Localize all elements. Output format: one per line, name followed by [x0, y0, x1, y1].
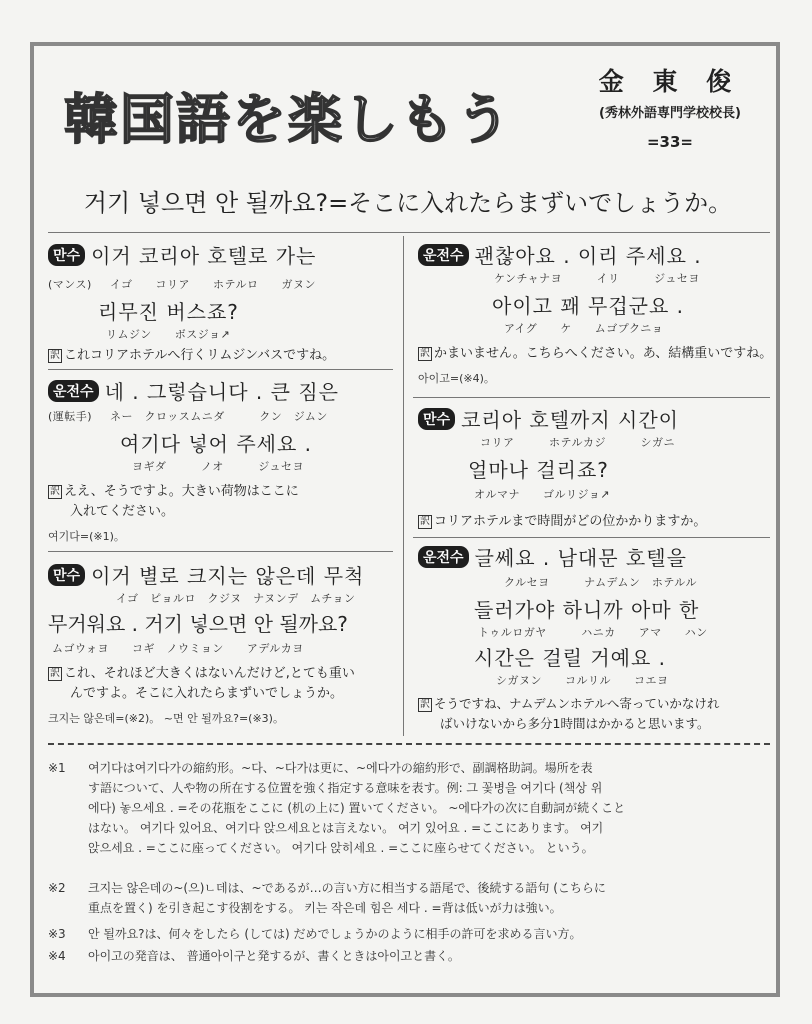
reading-line: アイグ ケ ムゴプクニョ	[504, 322, 664, 335]
reading-line: イゴ コリア ホテルロ ガヌン	[110, 278, 317, 291]
footnote-line: はない。 여기다 있어요、여기다 앉으세요とは言えない。 여기 있어요 . =ここにあります。 여기	[88, 821, 604, 835]
translation-mark: 訳	[420, 348, 430, 359]
headline-divider	[48, 232, 770, 233]
speaker-badge: 운전수	[48, 380, 99, 402]
footnote-mark: ※2	[48, 881, 66, 895]
right-divider-2	[413, 537, 770, 538]
translation-line: 訳 これコリアホテルへ行くリムジンバスですね。	[50, 348, 336, 363]
reading-line: シガヌン コルリル コエヨ	[496, 674, 669, 687]
korean-line: 만수 코리아 호텔까지 시간이	[418, 404, 679, 433]
reading-line: ムゴウォヨ コギ ノウミョン アデルカヨ	[52, 642, 304, 655]
footnote-line: 아이고の発音は、 普通아이구と発するが、書くときは아이고と書く。	[88, 949, 460, 963]
korean-line: 얼마나 걸리죠?	[468, 458, 609, 482]
speaker-badge: 운전수	[418, 546, 469, 568]
translation-line: 訳 これ、それほど大きくはないんだけど,とても重い	[50, 666, 355, 681]
footnote-line: 여기다は여기다가の縮約形。~다、~다가は更に、~에다가の縮約形で、副調格助詞。場所を表	[88, 761, 593, 775]
right-divider-1	[413, 397, 770, 398]
reading-line: リムジン ボスジョ↗	[106, 328, 231, 341]
korean-line: 만수 이거 별로 크지는 않은데 무척	[48, 560, 364, 589]
korean-line: 들러가야 하니까 아마 한	[474, 598, 700, 622]
speaker-role: (マンス)	[48, 278, 92, 291]
korean-line: 운전수 괜찮아요 . 이리 주세요 .	[418, 240, 702, 269]
author-name: 金 東 俊	[598, 67, 742, 96]
reading-line: イゴ ピョルロ クジヌ ナヌンデ ムチョン	[116, 592, 356, 605]
speaker-badge: 만수	[418, 408, 455, 430]
note-line: 크지는 않은데=(※2)。 ~면 안 될까요?=(※3)。	[48, 712, 284, 725]
korean-line: 시간은 걸릴 거예요 .	[474, 646, 666, 670]
footnote-line: 안 될까요?は、何々をしたら (しては) だめでしょうかのように相手の許可を求める言い方。	[88, 927, 582, 941]
issue-number: =33=	[646, 133, 693, 151]
translation-mark: 訳	[420, 516, 430, 527]
korean-line: 운전수 네 . 그렇습니다 . 큰 짐은	[48, 376, 339, 405]
author-title: (秀林外語専門学校校長)	[599, 106, 741, 121]
footnote-line: 크지는 않은데の~(으)ㄴ데は、~であるが…の言い方に相当する語尾で、後続する語句 (こちらに	[88, 881, 606, 895]
reading-line: トゥルロガヤ ハニカ アマ ハン	[478, 626, 708, 639]
reading-line: オルマナ ゴルリジョ↗	[474, 488, 610, 501]
reading-line: ヨギダ ノオ ジュセヨ	[132, 460, 305, 473]
column-divider	[403, 236, 404, 736]
reading-line: ケンチャナヨ イリ ジュセヨ	[494, 272, 700, 285]
korean-line: 만수 이거 코리아 호텔로 가는	[48, 240, 316, 269]
note-line: 아이고=(※4)。	[418, 372, 495, 385]
korean-line: 여기다 넣어 주세요 .	[120, 432, 312, 456]
dialogue-right-2	[418, 404, 773, 532]
footnote-line: す語について、人や物の所在する位置を強く指定する意味を表す。例: 그 꽃병을 여기다 (책상 위	[88, 781, 603, 795]
speaker-badge: 만수	[48, 244, 85, 266]
speaker-badge: 만수	[48, 564, 85, 586]
footnote-divider	[48, 743, 770, 745]
korean-line: 리무진 버스죠?	[98, 300, 239, 324]
dialogue-left-1	[48, 240, 398, 365]
reading-line: ネー クロッスムニダ クン ジムン	[110, 410, 328, 423]
footnote-mark: ※1	[48, 761, 66, 775]
left-divider-1	[48, 369, 393, 370]
translation-line: んですよ。そこに入れたらまずいでしょうか。	[70, 686, 344, 701]
speaker-badge: 운전수	[418, 244, 469, 266]
translation-line: 入れてください。	[70, 504, 175, 519]
translation-line: 訳 かまいません。こちらへください。あ、結構重いですね。	[420, 346, 773, 361]
translation-mark: 訳	[50, 486, 60, 497]
translation-line: 訳 コリアホテルまで時間がどの位かかりますか。	[420, 514, 707, 529]
dialogue-left-2	[48, 376, 398, 548]
translation-line: ばいけないから多分1時間はかかると思います。	[440, 716, 710, 731]
footnote-line: 重点を置く) を引き起こす役割をする。 키는 작은데 힘은 세다 . =背は低いが力は強い。	[88, 901, 562, 915]
dialogue-left-3	[48, 560, 398, 735]
translation-line: 訳 そうですね、ナムデムンホテルへ寄っていかなけれ	[420, 696, 720, 711]
left-divider-2	[48, 551, 393, 552]
translation-mark: 訳	[50, 668, 60, 679]
footnote-line: 에다) 놓으세요 . =その花瓶をここに (机の上に) 置いてください。 ~에다가の次に自動詞が続くこと	[88, 801, 626, 815]
korean-line: 무거워요 . 거기 넣으면 안 될까요?	[48, 612, 348, 636]
footnote-mark: ※3	[48, 927, 66, 941]
korean-line: 아이고 꽤 무겁군요 .	[492, 294, 684, 318]
lesson-headline: 거기 넣으면 안 될까요?=そこに入れたらまずいでしょうか。	[83, 189, 733, 217]
dialogue-right-1	[418, 240, 773, 392]
translation-line: 訳 ええ、そうですよ。大きい荷物はここに	[50, 484, 299, 499]
translation-mark: 訳	[420, 699, 430, 710]
reading-line: クルセヨ ナムデムン ホテルル	[504, 576, 698, 589]
footnote-line: 앉으세요 . =ここに座ってください。 여기다 앉히세요 . =ここに座らせてください。 という。	[88, 841, 594, 855]
column-logo-text: 韓国語を楽しもう	[64, 88, 512, 151]
speaker-role: (運転手)	[48, 410, 93, 423]
translation-mark: 訳	[50, 350, 60, 361]
footnote-mark: ※4	[48, 949, 66, 963]
column-logo	[60, 82, 530, 152]
author-block	[560, 62, 780, 151]
reading-line: コリア ホテルカジ シガニ	[480, 436, 675, 449]
dialogue-right-3	[418, 542, 773, 737]
korean-line: 운전수 글쎄요 . 남대문 호텔을	[418, 542, 687, 571]
note-line: 여기다=(※1)。	[48, 530, 125, 543]
